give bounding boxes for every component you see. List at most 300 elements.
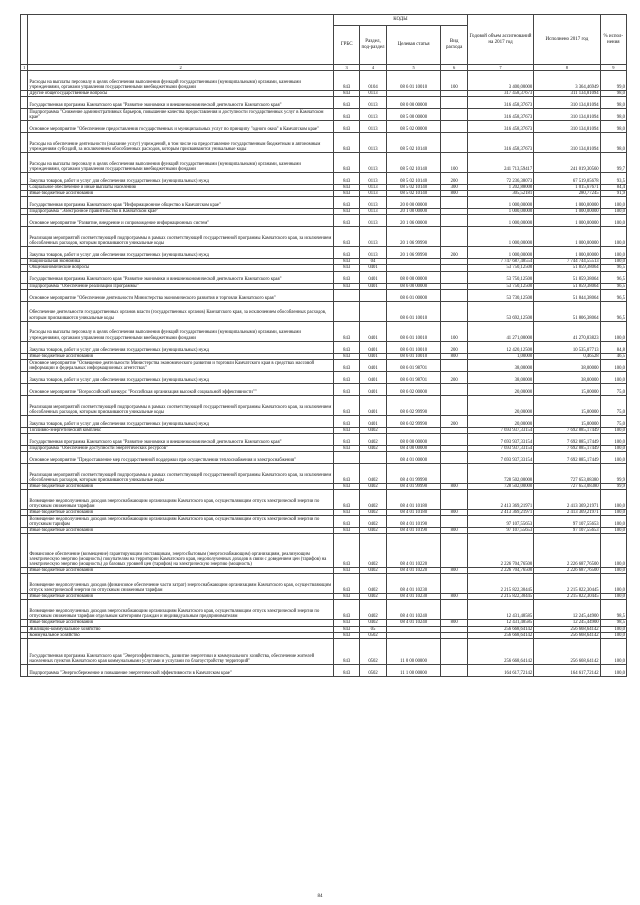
row-vid: [441, 121, 467, 133]
row-vid: [441, 227, 467, 247]
row-annual: 7 693 937,33154: [467, 451, 533, 463]
table-row: [21, 227, 627, 247]
row-annual: 316 458,37673: [467, 109, 533, 121]
row-executed: 310 134,81094: [534, 109, 600, 121]
table-row: [21, 121, 627, 133]
row-name: Основное мероприятие "Предоставление мер государственной поддержки при осуществлении теплоснабжения и электроснабжения": [28, 451, 334, 463]
row-target: 20 1 06 99990: [386, 247, 441, 259]
row-grbs: 843: [333, 153, 359, 173]
row-grbs: 843: [333, 371, 359, 383]
row-vid: 100: [441, 153, 467, 173]
row-target: 08 6 01 98701: [386, 359, 441, 371]
row-annual: 97 107,55653: [467, 528, 533, 534]
row-index-cell: [21, 574, 28, 594]
table-row: [21, 197, 627, 209]
row-vid: 800: [441, 528, 467, 534]
row-vid: [441, 215, 467, 227]
row-name: Государственная программа Камчатского края "Развитие экономики и внешнеэкономической деятельности Камчатского края": [28, 97, 334, 109]
row-name: Социальное обеспечение и иные выплаты населению: [28, 185, 334, 191]
row-executed: 1 000,00000: [534, 197, 600, 209]
row-grbs: 843: [333, 433, 359, 445]
row-annual: 7 693 937,33154: [467, 445, 533, 451]
row-target: 11 0 00 00000: [386, 638, 441, 664]
row-grbs: 843: [333, 516, 359, 528]
row-target: 08 6 02 99990: [386, 415, 441, 427]
row-annual: 1 000,00000: [467, 247, 533, 259]
row-target: 08 5 00 00000: [386, 109, 441, 121]
row-index-cell: [21, 153, 28, 173]
table-row: [21, 341, 627, 353]
row-percent: 100,0: [600, 664, 626, 676]
row-razdel: 0401: [360, 283, 386, 289]
row-executed: 12 245,44900: [534, 620, 600, 626]
row-executed: 256 668,64142: [534, 632, 600, 638]
row-annual: 2 215 822,30445: [467, 574, 533, 594]
row-target: 20 0 00 00000: [386, 197, 441, 209]
row-vid: 200: [441, 173, 467, 185]
row-razdel: 0113: [360, 197, 386, 209]
row-name: Иные бюджетные ассигнования: [28, 620, 334, 626]
row-annual: 1 000,00000: [467, 209, 533, 215]
row-target: 08 6 02 00000: [386, 383, 441, 395]
row-name: Иные бюджетные ассигнования: [28, 594, 334, 600]
row-vid: [441, 197, 467, 209]
row-vid: 800: [441, 483, 467, 489]
row-annual: 256 668,64142: [467, 638, 533, 664]
row-razdel: 0113: [360, 247, 386, 259]
row-vid: 200: [441, 415, 467, 427]
row-razdel: 0402: [360, 620, 386, 626]
row-percent: 100,0: [600, 321, 626, 341]
row-percent: 100,0: [600, 632, 626, 638]
row-executed: 727 653,08380: [534, 463, 600, 483]
row-grbs: 843: [333, 133, 359, 153]
row-vid: [441, 383, 467, 395]
row-executed: 241 019,30560: [534, 153, 600, 173]
row-name: Государственная программа Камчатского края "Развитие экономики и внешнеэкономической деятельности Камчатского края": [28, 433, 334, 445]
row-target: 08 5 02 10140: [386, 191, 441, 197]
row-executed: 51 859,38064: [534, 271, 600, 283]
row-razdel: [360, 301, 386, 321]
row-annual: 1 000,00000: [467, 227, 533, 247]
table-row: [21, 451, 627, 463]
row-executed: 97 107,55653: [534, 516, 600, 528]
row-executed: 2 413 369,21971: [534, 510, 600, 516]
column-number: 1: [21, 65, 28, 71]
row-grbs: 843: [333, 528, 359, 534]
row-percent: 100,0: [600, 534, 626, 568]
row-grbs: 843: [333, 247, 359, 259]
row-razdel: 0401: [360, 371, 386, 383]
row-grbs: 843: [333, 463, 359, 483]
row-name: Основное мероприятие "Обеспечение предоставления государственных и муниципальных услуг по принципу "одного окна" в Камчатском крае": [28, 121, 334, 133]
row-percent: 100,0: [600, 626, 626, 632]
row-executed: 727 653,08380: [534, 483, 600, 489]
row-annual: 728 502,00000: [467, 483, 533, 489]
row-percent: 99,9: [600, 463, 626, 483]
row-target: 08 4 01 00000: [386, 451, 441, 463]
row-target: 08 0 00 00000: [386, 97, 441, 109]
row-name: Топливно-энергетический комплекс: [28, 427, 334, 433]
row-target: 20 1 00 00000: [386, 209, 441, 215]
row-index-cell: [21, 227, 28, 247]
row-name: Возмещение недополученных доходов (финансовое обеспечение части затрат) энергоснабжающим организациям Камчатского края, осуществляющим отпуск электрической энергии по отпускным сниженным тарифам: [28, 574, 334, 594]
table-row: [21, 415, 627, 427]
table-header: [21, 15, 627, 71]
table-row: [21, 359, 627, 371]
column-number: 5: [386, 65, 441, 71]
row-executed: 256 668,64142: [534, 638, 600, 664]
row-name: Расходы на обеспечение деятельности (оказание услуг) учреждений, в том числе на предоставление государственным бюджетным и автономным учреждениям субсидий, за исключением обособленных расходов, которым присваиваются уникальные коды: [28, 133, 334, 153]
row-vid: 800: [441, 191, 467, 197]
row-name: Реализация мероприятий соответствующей подпрограммы в рамках соответствующей государственной программы Камчатского края, за исключением обособленных расходов, которым присваиваются уникальные коды: [28, 463, 334, 483]
row-razdel: 0113: [360, 227, 386, 247]
row-annual: 20,00000: [467, 383, 533, 395]
row-grbs: 843: [333, 483, 359, 489]
row-grbs: 843: [333, 574, 359, 594]
budget-report-sheet: [20, 14, 627, 677]
row-percent: 100,0: [600, 359, 626, 371]
row-vid: [441, 289, 467, 301]
row-index-cell: [21, 490, 28, 510]
row-grbs: 843: [333, 353, 359, 359]
row-target: 08 4 01 10230: [386, 574, 441, 594]
row-target: 08 0 00 00000: [386, 271, 441, 283]
header-razdel: Раздел, под-раздел: [360, 26, 386, 65]
row-percent: 100,0: [600, 259, 626, 265]
table-body: [21, 71, 627, 677]
row-executed: 310 134,81094: [534, 97, 600, 109]
row-grbs: 843: [333, 209, 359, 215]
row-grbs: 843: [333, 427, 359, 433]
row-index-cell: [21, 341, 28, 353]
header-name: [28, 15, 334, 65]
row-index-cell: [21, 301, 28, 321]
row-executed: 2 215 822,30445: [534, 594, 600, 600]
table-row: [21, 395, 627, 415]
row-vid: 100: [441, 321, 467, 341]
row-executed: 51 859,38064: [534, 265, 600, 271]
row-target: 08 6 01 10010: [386, 341, 441, 353]
row-vid: 800: [441, 620, 467, 626]
row-index-cell: [21, 271, 28, 283]
row-executed: 15,00000: [534, 383, 600, 395]
row-grbs: 843: [333, 594, 359, 600]
row-razdel: 0401: [360, 353, 386, 359]
row-grbs: 843: [333, 383, 359, 395]
row-razdel: 0401: [360, 271, 386, 283]
row-vid: [441, 359, 467, 371]
row-razdel: 0402: [360, 483, 386, 489]
row-target: 20 1 06 00000: [386, 215, 441, 227]
row-name: Возмещение недополученных доходов энергоснабжающим организациям Камчатского края, осуществляющим отпуск электрической энергии по отпускным сниженным тарифам: [28, 490, 334, 510]
row-name: Государственная программа Камчатского края "Информационное общество в Камчатском крае": [28, 197, 334, 209]
row-annual: 2 226 704,76500: [467, 568, 533, 574]
row-executed: 38,00000: [534, 371, 600, 383]
row-index-cell: [21, 109, 28, 121]
row-vid: [441, 463, 467, 483]
row-vid: 800: [441, 353, 467, 359]
row-razdel: 0104: [360, 71, 386, 91]
row-percent: 96,5: [600, 301, 626, 321]
row-percent: 96,5: [600, 283, 626, 289]
row-grbs: 843: [333, 227, 359, 247]
row-percent: 98,0: [600, 133, 626, 153]
row-annual: 20,00000: [467, 415, 533, 427]
row-percent: 98,0: [600, 91, 626, 97]
row-grbs: [333, 451, 359, 463]
row-name: Подпрограмма "Обеспечение реализации Программы": [28, 283, 334, 289]
row-index-cell: [21, 289, 28, 301]
row-annual: 7 693 937,33154: [467, 433, 533, 445]
header-vid: Вид расхода: [441, 26, 467, 65]
row-index-cell: [21, 173, 28, 185]
row-name: Расходы на выплаты персоналу в целях обеспечения выполнения функций государственными (муниципальными) органами, казенными учреждениями, органами управления государственными внебюджетными фондами: [28, 321, 334, 341]
row-target: 08 6 01 00000: [386, 289, 441, 301]
row-percent: 75,0: [600, 395, 626, 415]
row-percent: 100,0: [600, 516, 626, 528]
row-annual: 1 000,00000: [467, 215, 533, 227]
row-vid: [441, 97, 467, 109]
row-index-cell: [21, 247, 28, 259]
row-executed: 51 859,38064: [534, 283, 600, 289]
table-row: [21, 215, 627, 227]
row-vid: 300: [441, 185, 467, 191]
row-razdel: 0402: [360, 445, 386, 451]
row-vid: [441, 638, 467, 664]
table-row: [21, 153, 627, 173]
row-annual: 97 107,55653: [467, 516, 533, 528]
header-target: Целевая статья: [386, 26, 441, 65]
row-annual: 53 750,12500: [467, 271, 533, 283]
row-percent: 84,8: [600, 341, 626, 353]
row-name: Жилищно-коммунальное хозяйство: [28, 626, 334, 632]
row-index-cell: [21, 638, 28, 664]
row-index-cell: [21, 197, 28, 209]
row-executed: 7 692 885,17449: [534, 451, 600, 463]
row-index-cell: [21, 664, 28, 676]
row-annual: 53 730,12500: [467, 289, 533, 301]
column-number: 9: [600, 65, 626, 71]
row-vid: 800: [441, 594, 467, 600]
table-row: [21, 289, 627, 301]
row-vid: [441, 664, 467, 676]
row-executed: 311 134,81094: [534, 91, 600, 97]
row-percent: 84,4: [600, 185, 626, 191]
row-executed: 1 000,00000: [534, 215, 600, 227]
row-percent: 100,0: [600, 490, 626, 510]
column-number: 7: [467, 65, 533, 71]
row-percent: 98,5: [600, 620, 626, 626]
row-name: Закупка товаров, работ и услуг для обеспечения государственных (муниципальных) нужд: [28, 341, 334, 353]
row-annual: 7 693 937,33154: [467, 427, 533, 433]
header-percent: % испол-нения: [600, 15, 626, 65]
row-annual: 1 202,88000: [467, 185, 533, 191]
row-percent: 91,9: [600, 191, 626, 197]
row-vid: [441, 600, 467, 620]
row-grbs: 843: [333, 271, 359, 283]
row-percent: 98,0: [600, 121, 626, 133]
row-target: 08 6 01 10010: [386, 71, 441, 91]
row-vid: [441, 534, 467, 568]
row-grbs: 843: [333, 415, 359, 427]
row-razdel: 0113: [360, 109, 386, 121]
row-grbs: 843: [333, 632, 359, 638]
table-row: [21, 534, 627, 568]
row-executed: 7 692 885,17449: [534, 445, 600, 451]
row-index-cell: [21, 71, 28, 91]
row-grbs: 843: [333, 600, 359, 620]
row-name: Закупка товаров, работ и услуг для обеспечения государственных (муниципальных) нужд: [28, 247, 334, 259]
row-index-cell: [21, 433, 28, 445]
table-row: [21, 321, 627, 341]
row-executed: 7 744 744,55513: [534, 259, 600, 265]
row-razdel: [360, 289, 386, 301]
row-percent: 100,0: [600, 427, 626, 433]
row-percent: 100,0: [600, 574, 626, 594]
row-index-cell: [21, 600, 28, 620]
row-vid: [441, 301, 467, 321]
row-percent: 98,0: [600, 109, 626, 121]
row-executed: 2 215 822,30445: [534, 574, 600, 594]
row-grbs: 843: [333, 191, 359, 197]
row-executed: 2 226 687,76500: [534, 534, 600, 568]
row-executed: 1 000,00000: [534, 247, 600, 259]
row-percent: 75,0: [600, 415, 626, 427]
row-percent: 99,0: [600, 71, 626, 91]
table-row: [21, 463, 627, 483]
row-name: Расходы на выплаты персоналу в целях обеспечения выполнения функций государственными (муниципальными) органами, казенными учреждениями, органами управления государственными внебюджетными фондами: [28, 153, 334, 173]
row-index-cell: [21, 121, 28, 133]
row-vid: [441, 109, 467, 121]
row-percent: 100,0: [600, 568, 626, 574]
row-name: Коммунальное хозяйство: [28, 632, 334, 638]
row-annual: 7 747 687,48554: [467, 259, 533, 265]
row-executed: 1 000,00000: [534, 209, 600, 215]
row-vid: 100: [441, 71, 467, 91]
row-razdel: 0402: [360, 516, 386, 528]
row-annual: 12 420,12500: [467, 341, 533, 353]
row-annual: 2 215 822,30445: [467, 594, 533, 600]
row-razdel: 0113: [360, 97, 386, 109]
row-index-cell: [21, 451, 28, 463]
row-annual: 1 000,00000: [467, 197, 533, 209]
row-razdel: 0402: [360, 600, 386, 620]
row-grbs: 843: [333, 445, 359, 451]
row-vid: [441, 133, 467, 153]
row-annual: 2 226 704,76500: [467, 534, 533, 568]
row-razdel: 0113: [360, 153, 386, 173]
row-target: 08 4 01 10190: [386, 528, 441, 534]
row-razdel: 0401: [360, 395, 386, 415]
row-name: Основное мероприятие "Обеспечение деятельности Министерства экономического развития и торговли Камчатского края": [28, 289, 334, 301]
row-executed: 10 535,07713: [534, 341, 600, 353]
table-row: [21, 133, 627, 153]
row-name: Национальная экономика: [28, 259, 334, 265]
row-grbs: 843: [333, 71, 359, 91]
row-executed: 51 806,38064: [534, 301, 600, 321]
row-razdel: 0113: [360, 215, 386, 227]
row-vid: [441, 516, 467, 528]
row-target: 08 5 02 10140: [386, 133, 441, 153]
row-percent: 96,5: [600, 271, 626, 283]
row-grbs: 843: [333, 568, 359, 574]
row-razdel: 0402: [360, 568, 386, 574]
row-razdel: 0113: [360, 121, 386, 133]
column-number: 2: [28, 65, 334, 71]
row-percent: 100,0: [600, 247, 626, 259]
row-executed: 7 692 885,17449: [534, 433, 600, 445]
row-executed: 1 000,00000: [534, 227, 600, 247]
row-executed: 0,46528: [534, 353, 600, 359]
row-name: Возмещение недополученных доходов энергоснабжающим организациям Камчатского края, осуществляющим отпуск электрической энергии по отпускным сниженным тарифам отдельным категориям граждан и индивидуальным предпринимателям: [28, 600, 334, 620]
row-target: 20 1 06 99990: [386, 227, 441, 247]
row-percent: 93,5: [600, 173, 626, 185]
table-row: [21, 433, 627, 445]
row-index-cell: [21, 215, 28, 227]
row-annual: 38,00000: [467, 371, 533, 383]
row-name: Закупка товаров, работ и услуг для обеспечения государственных (муниципальных) нужд: [28, 173, 334, 185]
row-executed: 3 364,46949: [534, 71, 600, 91]
row-razdel: 0402: [360, 463, 386, 483]
row-name: Иные бюджетные ассигнования: [28, 483, 334, 489]
row-grbs: 843: [333, 173, 359, 185]
row-razdel: 0401: [360, 359, 386, 371]
row-name: Государственная программа Камчатского края "Энергоэффективность, развитие энергетики и коммунального хозяйства, обеспечение жителей населенных пунктов Камчатского края коммунальными услугами и услугами по благоустройству территорий": [28, 638, 334, 664]
row-executed: 310 134,81094: [534, 133, 600, 153]
table-row: [21, 109, 627, 121]
row-grbs: 843: [333, 109, 359, 121]
row-index-cell: [21, 415, 28, 427]
row-annual: 1,00000: [467, 353, 533, 359]
row-name: Другие общегосударственные вопросы: [28, 91, 334, 97]
row-annual: 2 413 369,21971: [467, 510, 533, 516]
row-name: Обеспечение деятельности государственных органов власти (государственных органов) Камчатского края, за исключением обособленных расходов, которым присваиваются уникальные коды: [28, 301, 334, 321]
row-index-cell: [21, 359, 28, 371]
row-annual: 241 713,59417: [467, 153, 533, 173]
table-row: [21, 516, 627, 528]
row-percent: 100,0: [600, 209, 626, 215]
row-name: Иные бюджетные ассигнования: [28, 568, 334, 574]
row-executed: 280,77245: [534, 191, 600, 197]
row-percent: 100,0: [600, 433, 626, 445]
row-grbs: 843: [333, 620, 359, 626]
row-razdel: 0402: [360, 427, 386, 433]
row-name: Подпрограмма "Энергосбережение и повышение энергетической эффективности в Камчатском крае": [28, 664, 334, 676]
row-percent: 100,0: [600, 528, 626, 534]
row-annual: 3 400,00000: [467, 71, 533, 91]
row-name: Иные бюджетные ассигнования: [28, 528, 334, 534]
row-name: Иные бюджетные ассигнования: [28, 353, 334, 359]
row-target: 08 4 01 10180: [386, 490, 441, 510]
row-grbs: 843: [333, 321, 359, 341]
table-row: [21, 371, 627, 383]
row-razdel: 0113: [360, 173, 386, 185]
row-name: Подпрограмма "Снижение административных барьеров, повышение качества предоставления и доступности государственных услуг в Камчатском крае": [28, 109, 334, 121]
row-percent: 98,0: [600, 97, 626, 109]
budget-table: [20, 14, 627, 677]
row-executed: 67 519,05678: [534, 173, 600, 185]
header-blank-index: [21, 15, 28, 65]
header-grbs: ГРБС: [333, 26, 359, 65]
row-razdel: 04: [360, 259, 386, 265]
row-percent: 46,5: [600, 353, 626, 359]
row-vid: 800: [441, 510, 467, 516]
row-grbs: 843: [333, 91, 359, 97]
row-razdel: 0402: [360, 534, 386, 568]
row-percent: 100,0: [600, 197, 626, 209]
table-row: [21, 490, 627, 510]
